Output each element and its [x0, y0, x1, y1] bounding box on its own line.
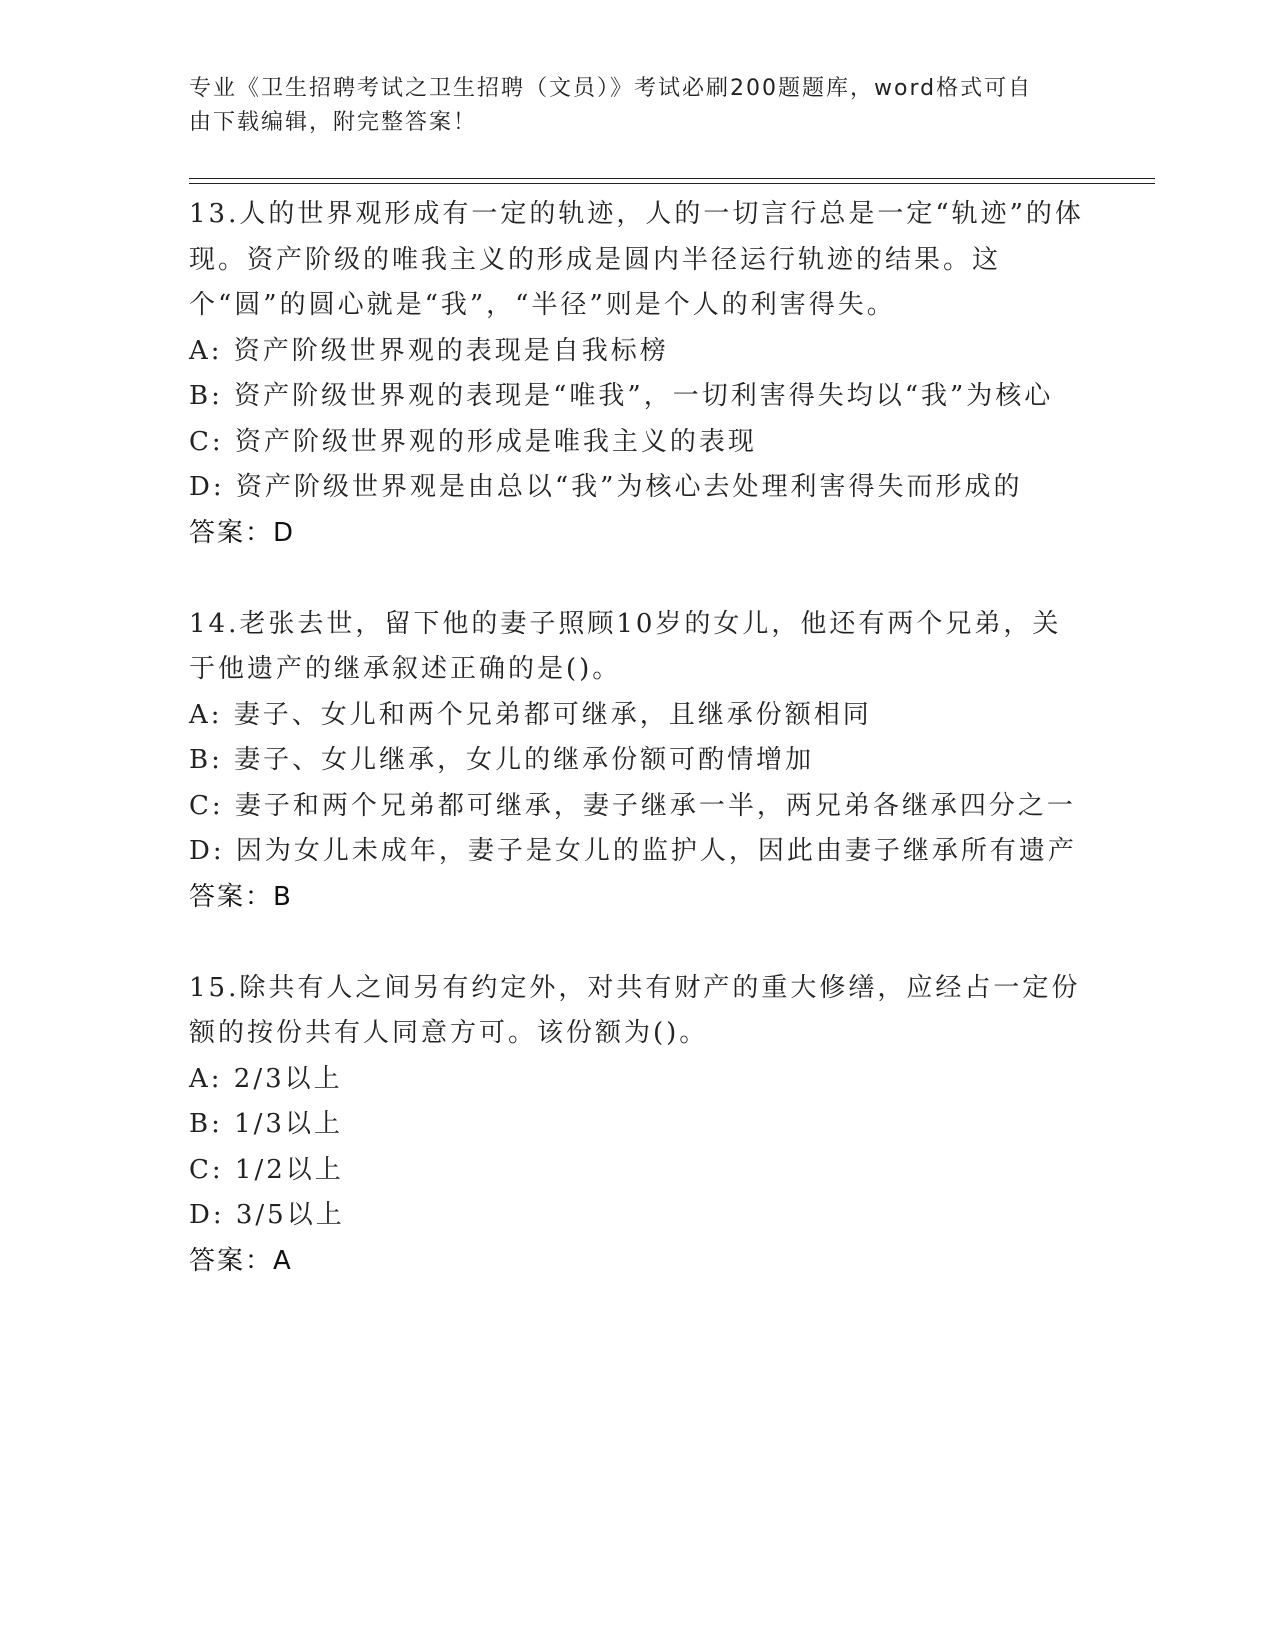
answer-line: 答案：B — [189, 881, 293, 912]
question-13 — [189, 192, 1089, 556]
option-b: B: 1/3以上 — [189, 1109, 343, 1139]
option-c: C: 妻子和两个兄弟都可继承，妻子继承一半，两兄弟各继承四分之一 — [189, 790, 1076, 821]
option-a: A: 妻子、女儿和两个兄弟都可继承，且继承份额相同 — [189, 699, 872, 730]
option-d: D: 资产阶级世界观是由总以“我”为核心去处理利害得失而形成的 — [189, 472, 1023, 502]
question-15 — [189, 966, 1089, 1285]
question-stem: 14.老张去世，留下他的妻子照顾10岁的女儿，他还有两个兄弟，关于他遗产的继承叙述正确的是()。 — [189, 608, 1062, 684]
answer-line: 答案：A — [189, 1245, 293, 1276]
option-a: A: 2/3以上 — [189, 1063, 343, 1094]
header-line-2: 由下载编辑，附完整答案！ — [189, 110, 478, 135]
option-b: B: 妻子、女儿继承，女儿的继承份额可酌情增加 — [189, 745, 815, 775]
header-double-rule — [189, 178, 1155, 188]
rule-line-top — [189, 178, 1155, 179]
header-line-1: 专业《卫生招聘考试之卫生招聘（文员）》考试必刷200题题库，word格式可自 — [189, 76, 1033, 101]
question-list — [189, 192, 1089, 1330]
option-d: D: 因为女儿未成年，妻子是女儿的监护人，因此由妻子继承所有遗产 — [189, 836, 1077, 866]
option-c: C: 资产阶级世界观的形成是唯我主义的表现 — [189, 426, 757, 457]
rule-line-bottom — [189, 183, 1155, 184]
question-stem: 15.除共有人之间另有约定外，对共有财产的重大修缮，应经占一定份额的按份共有人同意方可。该份额为()。 — [189, 972, 1081, 1048]
document-header — [189, 72, 1069, 140]
answer-line: 答案：D — [189, 517, 296, 548]
question-14 — [189, 602, 1089, 921]
question-stem: 13.人的世界观形成有一定的轨迹，人的一切言行总是一定“轨迹”的体现。资产阶级的唯我主义的形成是圆内半径运行轨迹的结果。这个“圆”的圆心就是“我”，“半径”则是个人的利害得失。 — [189, 199, 1084, 320]
option-a: A: 资产阶级世界观的表现是自我标榜 — [189, 335, 669, 366]
option-b: B: 资产阶级世界观的表现是“唯我”，一切利害得失均以“我”为核心 — [189, 381, 1054, 411]
option-d: D: 3/5以上 — [189, 1200, 345, 1230]
option-c: C: 1/2以上 — [189, 1154, 344, 1185]
